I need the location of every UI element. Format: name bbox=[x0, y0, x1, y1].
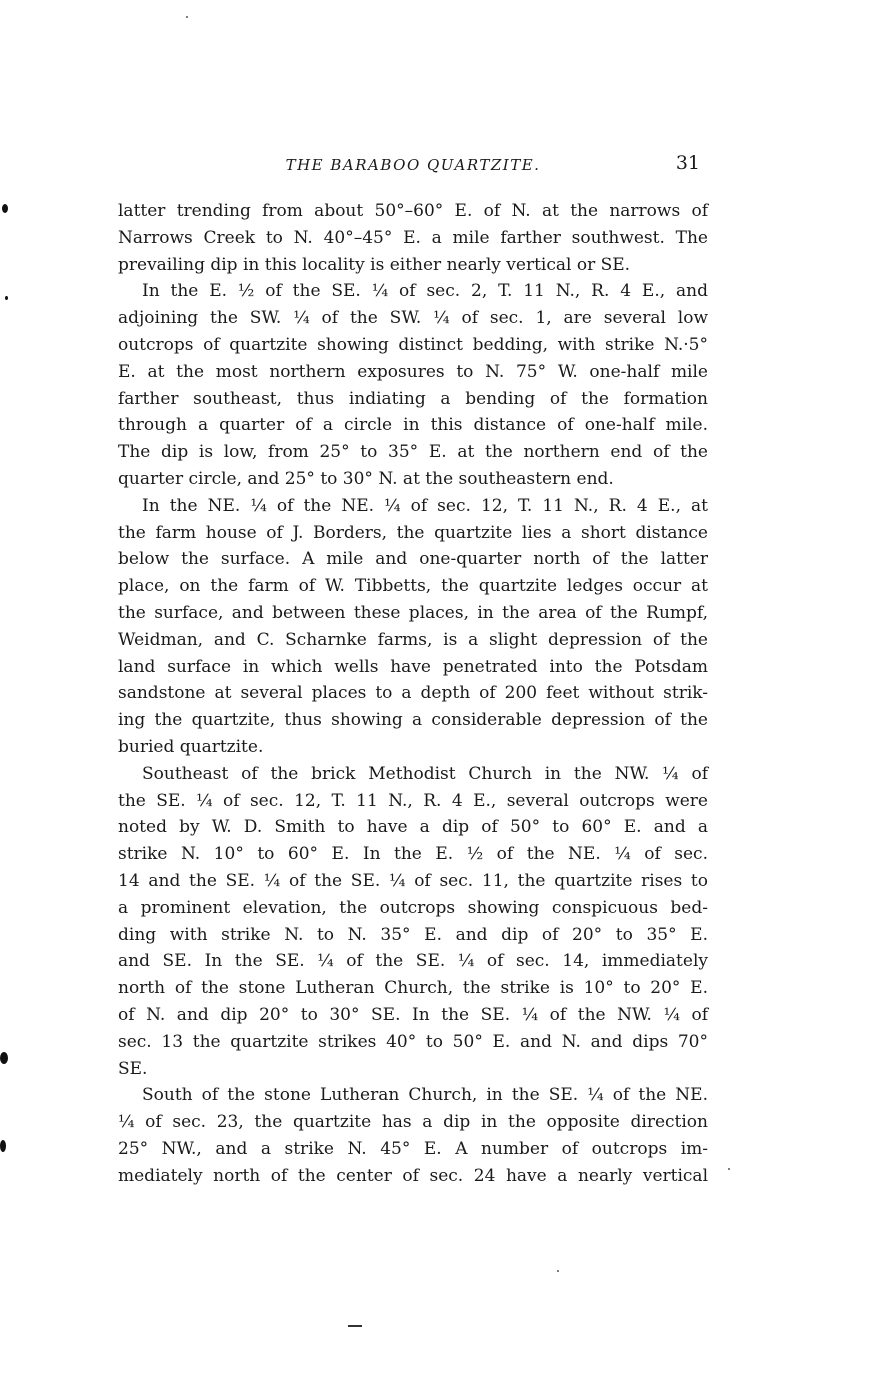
text-line: the farm house of J. Borders, the quartzite lies a short distance bbox=[118, 522, 708, 543]
scan-speck bbox=[728, 1168, 730, 1170]
text-line: the surface, and between these places, in the area of the Rumpf, bbox=[118, 602, 708, 623]
text-line: In the E. ½ of the SE. ¼ of sec. 2, T. 11 N., R. 4 E., and bbox=[142, 281, 708, 302]
text-line: latter trending from about 50°–60° E. of N. at the narrows of bbox=[118, 201, 708, 221]
text-line: of N. and dip 20° to 30° SE. In the SE. ¼ of the NW. ¼ of bbox=[118, 1004, 708, 1025]
running-title: THE BARABOO QUARTZITE. bbox=[285, 156, 541, 174]
text-line: buried quartzite. bbox=[118, 736, 264, 757]
text-line: a prominent elevation, the outcrops showing conspicuous bed- bbox=[118, 897, 708, 918]
text-line: place, on the farm of W. Tibbetts, the quartzite ledges occur at bbox=[118, 576, 708, 597]
text-line: land surface in which wells have penetrated into the Potsdam bbox=[118, 656, 708, 677]
text-line: outcrops of quartzite showing distinct bedding, with strike N.·5° bbox=[118, 334, 708, 355]
scan-speck bbox=[5, 296, 8, 300]
text-line: In the NE. ¼ of the NE. ¼ of sec. 12, T. 11 N., R. 4 E., at bbox=[142, 495, 708, 516]
text-line: below the surface. A mile and one-quarter north of the latter bbox=[118, 549, 708, 570]
text-line: E. at the most northern exposures to N. 75° W. one-half mile bbox=[118, 361, 708, 382]
text-line: through a quarter of a circle in this distance of one-half mile. bbox=[118, 415, 708, 436]
text-line: sandstone at several places to a depth of 200 feet without strik- bbox=[118, 683, 708, 704]
text-line: north of the stone Lutheran Church, the strike is 10° to 20° E. bbox=[118, 978, 708, 999]
text-line: strike N. 10° to 60° E. In the E. ½ of the NE. ¼ of sec. bbox=[118, 844, 708, 865]
scan-speck bbox=[186, 16, 188, 18]
text-line: farther southeast, thus indiating a bending of the formation bbox=[118, 388, 708, 409]
text-line: mediately north of the center of sec. 24 have a nearly vertical bbox=[118, 1165, 708, 1186]
text-line: ding with strike N. to N. 35° E. and dip of 20° to 35° E. bbox=[118, 924, 708, 945]
page-number: 31 bbox=[675, 152, 700, 174]
text-line: the SE. ¼ of sec. 12, T. 11 N., R. 4 E., several outcrops were bbox=[118, 790, 708, 811]
scan-speck bbox=[0, 1140, 6, 1152]
text-line: sec. 13 the quartzite strikes 40° to 50° E. and N. and dips 70° bbox=[118, 1031, 708, 1052]
scan-speck bbox=[2, 204, 8, 213]
text-line: adjoining the SW. ¼ of the SW. ¼ of sec. 1, are several low bbox=[118, 308, 708, 329]
text-line: prevailing dip in this locality is either nearly vertical or SE. bbox=[118, 254, 631, 275]
text-line: ing the quartzite, thus showing a considerable depression of the bbox=[118, 710, 708, 731]
text-line: South of the stone Lutheran Church, in the SE. ¼ of the NE. bbox=[142, 1085, 708, 1106]
text-line: and SE. In the SE. ¼ of the SE. ¼ of sec. 14, immediately bbox=[118, 951, 708, 972]
text-line: Southeast of the brick Methodist Church in the NW. ¼ of bbox=[142, 763, 708, 784]
text-line: 25° NW., and a strike N. 45° E. A number of outcrops im- bbox=[118, 1138, 708, 1159]
text-line: ¼ of sec. 23, the quartzite has a dip in the opposite direction bbox=[118, 1112, 708, 1133]
text-line: The dip is low, from 25° to 35° E. at the northern end of the bbox=[118, 442, 708, 463]
scan-speck bbox=[0, 1052, 8, 1064]
text-line: 14 and the SE. ¼ of the SE. ¼ of sec. 11, the quartzite rises to bbox=[118, 870, 708, 891]
text-line: SE. bbox=[118, 1058, 148, 1079]
running-head bbox=[118, 152, 708, 178]
text-line: noted by W. D. Smith to have a dip of 50° to 60° E. and a bbox=[118, 817, 708, 838]
text-line: quarter circle, and 25° to 30° N. at the southeastern end. bbox=[118, 468, 614, 489]
text-line: Weidman, and C. Scharnke farms, is a slight depression of the bbox=[118, 629, 708, 650]
scan-speck bbox=[348, 1325, 362, 1327]
scan-speck bbox=[557, 1270, 559, 1272]
text-line: Narrows Creek to N. 40°–45° E. a mile farther southwest. The bbox=[118, 227, 708, 248]
body-text bbox=[118, 198, 708, 1189]
